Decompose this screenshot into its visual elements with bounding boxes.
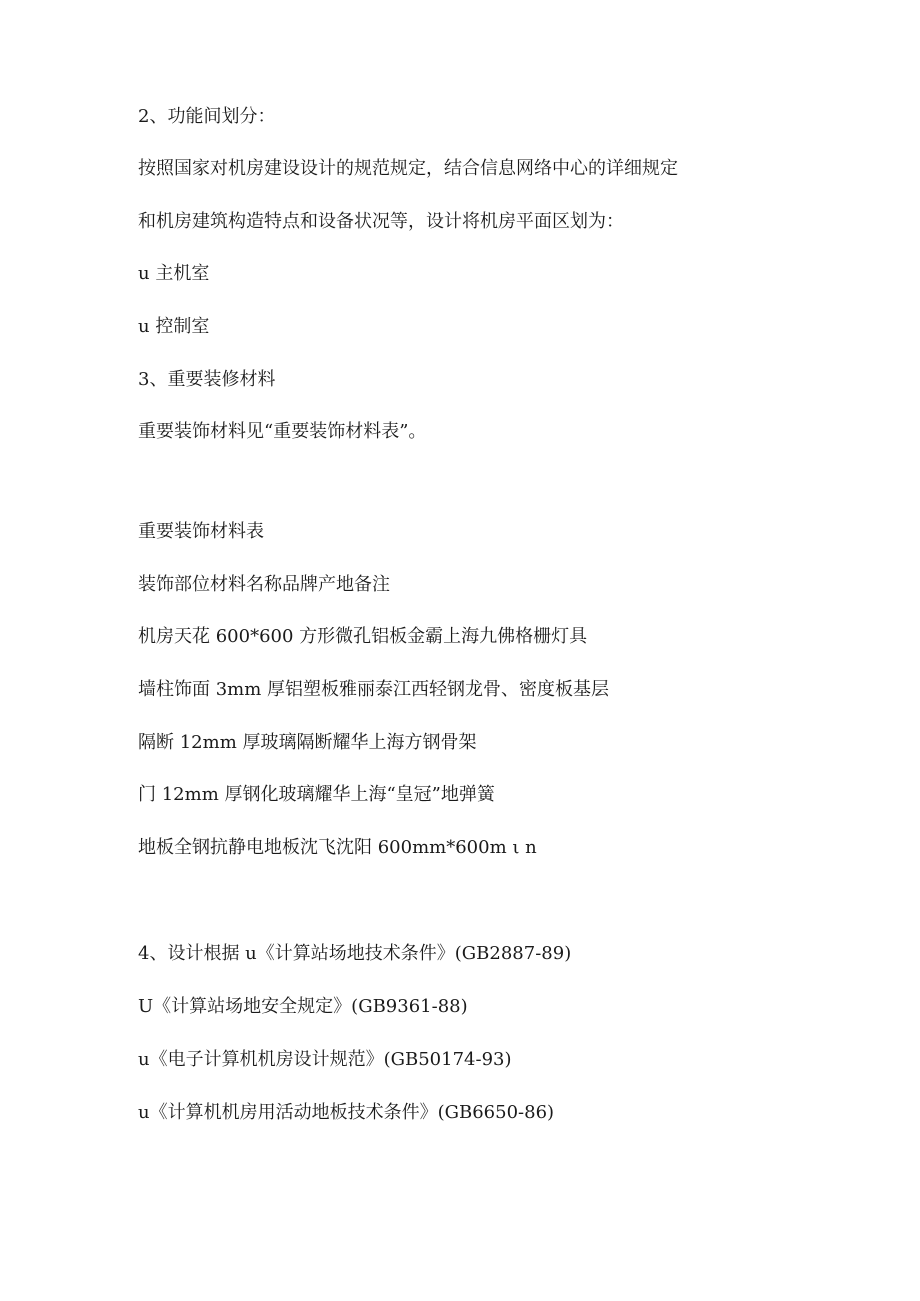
table-row: 门 12mm 厚钢化玻璃耀华上海“皇冠”地弹簧 bbox=[138, 784, 495, 805]
standard-reference: u《计算机机房用活动地板技术条件》(GB6650-86) bbox=[138, 1102, 555, 1123]
section-heading-design-basis: 4、设计根据 u《计算站场地技术条件》(GB2887-89) bbox=[138, 943, 572, 964]
paragraph-line: 重要装饰材料见“重要装饰材料表”。 bbox=[138, 421, 427, 442]
section-heading-materials: 3、重要装修材料 bbox=[138, 369, 276, 390]
standard-reference: u《电子计算机机房设计规范》(GB50174-93) bbox=[138, 1049, 512, 1070]
paragraph-line: 和机房建筑构造特点和设备状况等，设计将机房平面区划为： bbox=[138, 211, 624, 232]
table-title: 重要装饰材料表 bbox=[138, 521, 264, 542]
section-heading-functional-rooms: 2、功能间划分： bbox=[138, 106, 276, 127]
list-item-control-room: u 控制室 bbox=[138, 316, 210, 337]
standard-reference: U《计算站场地安全规定》(GB9361-88) bbox=[138, 996, 468, 1017]
table-row: 机房天花 600*600 方形微孔铝板金霸上海九佛格栅灯具 bbox=[138, 626, 588, 647]
table-row: 地板全钢抗静电地板沈飞沈阳 600mm*600m ι n bbox=[138, 837, 537, 858]
table-header-row: 装饰部位材料名称品牌产地备注 bbox=[138, 574, 390, 595]
paragraph-line: 按照国家对机房建设设计的规范规定，结合信息网络中心的详细规定 bbox=[138, 158, 678, 179]
table-row: 墙柱饰面 3mm 厚铝塑板雅丽泰江西轻钢龙骨、密度板基层 bbox=[138, 679, 610, 700]
table-row: 隔断 12mm 厚玻璃隔断耀华上海方钢骨架 bbox=[138, 732, 477, 753]
list-item-main-room: u 主机室 bbox=[138, 263, 210, 284]
